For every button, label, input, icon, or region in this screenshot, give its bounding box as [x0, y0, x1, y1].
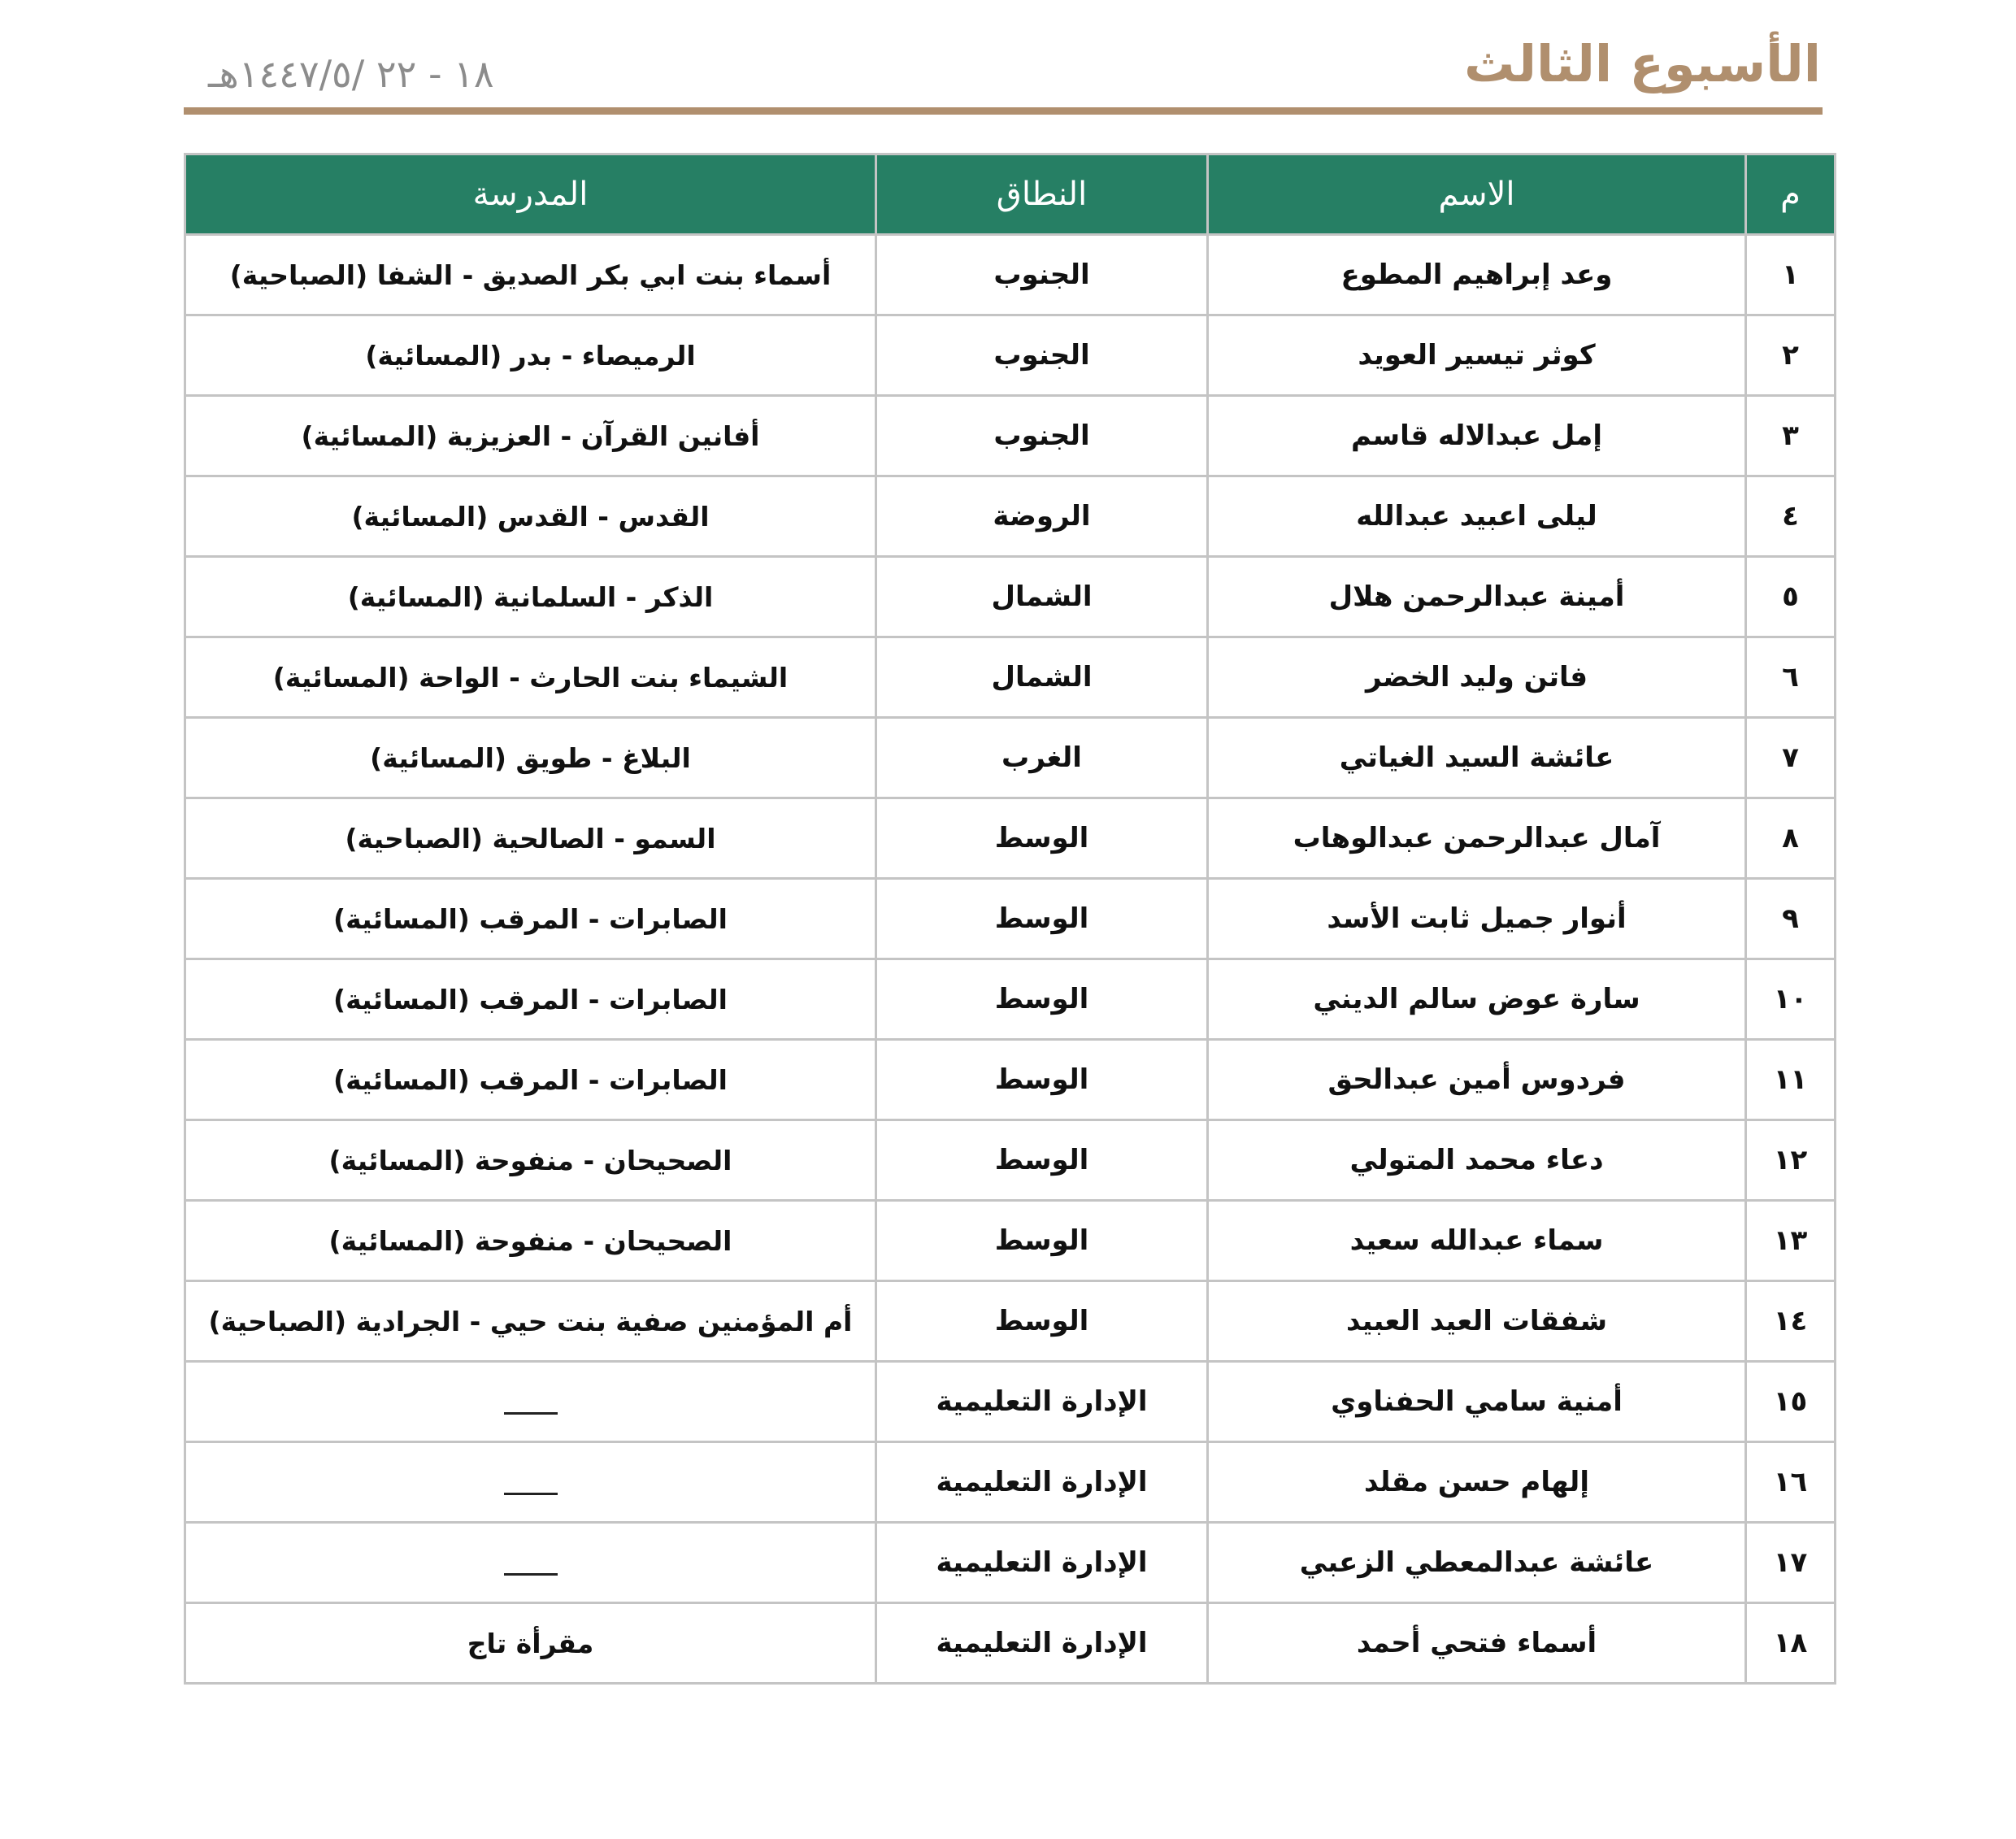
table-row — [185, 1201, 1836, 1281]
cell-school: أفانين القرآن - العزيزية (المسائية) — [185, 396, 876, 476]
table-row — [185, 718, 1836, 798]
table-row — [185, 1362, 1836, 1442]
cell-region: الإدارة التعليمية — [876, 1362, 1208, 1442]
cell-school: أم المؤمنين صفية بنت حيي - الجرادية (الصباحية) — [185, 1281, 876, 1362]
cell-number: ٩ — [1746, 879, 1836, 959]
cell-number: ١٣ — [1746, 1201, 1836, 1281]
table-row — [185, 1603, 1836, 1684]
cell-number: ٨ — [1746, 798, 1836, 879]
table-row — [185, 1281, 1836, 1362]
cell-number: ١٦ — [1746, 1442, 1836, 1523]
cell-number: ١٧ — [1746, 1523, 1836, 1603]
cell-name: أمنية سامي الحفناوي — [1208, 1362, 1746, 1442]
roster-table — [184, 153, 1836, 1685]
cell-number: ١٨ — [1746, 1603, 1836, 1684]
cell-name: أنوار جميل ثابت الأسد — [1208, 879, 1746, 959]
cell-name: فاتن وليد الخضر — [1208, 637, 1746, 718]
cell-name: آمال عبدالرحمن عبدالوهاب — [1208, 798, 1746, 879]
table-row — [185, 476, 1836, 557]
cell-school: القدس - القدس (المسائية) — [185, 476, 876, 557]
cell-region: الجنوب — [876, 396, 1208, 476]
table-row — [185, 798, 1836, 879]
table-row — [185, 315, 1836, 396]
cell-school: الصابرات - المرقب (المسائية) — [185, 879, 876, 959]
cell-number: ١٥ — [1746, 1362, 1836, 1442]
column-header-school: المدرسة — [185, 154, 876, 235]
cell-number: ٧ — [1746, 718, 1836, 798]
table-header-row — [185, 154, 1836, 235]
cell-region: الشمال — [876, 557, 1208, 637]
column-header-num: م — [1746, 154, 1836, 235]
table-body — [185, 235, 1836, 1684]
cell-name: وعد إبراهيم المطوع — [1208, 235, 1746, 315]
cell-region: الجنوب — [876, 315, 1208, 396]
cell-name: كوثر تيسير العويد — [1208, 315, 1746, 396]
cell-school — [185, 1362, 876, 1442]
cell-region: الإدارة التعليمية — [876, 1442, 1208, 1523]
cell-school: السمو - الصالحية (الصباحية) — [185, 798, 876, 879]
cell-number: ١٢ — [1746, 1120, 1836, 1201]
cell-name: إمل عبدالاله قاسم — [1208, 396, 1746, 476]
cell-number: ٢ — [1746, 315, 1836, 396]
cell-school: أسماء بنت ابي بكر الصديق - الشفا (الصباحية) — [185, 235, 876, 315]
cell-name: دعاء محمد المتولي — [1208, 1120, 1746, 1201]
cell-region: الوسط — [876, 1201, 1208, 1281]
table-row — [185, 557, 1836, 637]
cell-number: ٥ — [1746, 557, 1836, 637]
cell-region: الإدارة التعليمية — [876, 1603, 1208, 1684]
cell-school: الصابرات - المرقب (المسائية) — [185, 1040, 876, 1120]
cell-school: الصحيحان - منفوحة (المسائية) — [185, 1201, 876, 1281]
table-row — [185, 879, 1836, 959]
cell-name: فردوس أمين عبدالحق — [1208, 1040, 1746, 1120]
empty-dash — [504, 1573, 558, 1576]
table-row — [185, 1120, 1836, 1201]
cell-region: الجنوب — [876, 235, 1208, 315]
cell-number: ١٠ — [1746, 959, 1836, 1040]
table-row — [185, 637, 1836, 718]
cell-name: إلهام حسن مقلد — [1208, 1442, 1746, 1523]
table-row — [185, 1040, 1836, 1120]
table-row — [185, 235, 1836, 315]
cell-region: الغرب — [876, 718, 1208, 798]
cell-region: الإدارة التعليمية — [876, 1523, 1208, 1603]
cell-region: الشمال — [876, 637, 1208, 718]
empty-dash — [504, 1493, 558, 1495]
cell-number: ٦ — [1746, 637, 1836, 718]
cell-name: سارة عوض سالم الديني — [1208, 959, 1746, 1040]
column-header-region: النطاق — [876, 154, 1208, 235]
cell-school: الذكر - السلمانية (المسائية) — [185, 557, 876, 637]
cell-school: الصابرات - المرقب (المسائية) — [185, 959, 876, 1040]
cell-school: مقرأة تاج — [185, 1603, 876, 1684]
cell-school — [185, 1442, 876, 1523]
cell-number: ١ — [1746, 235, 1836, 315]
cell-number: ٤ — [1746, 476, 1836, 557]
cell-region: الوسط — [876, 1040, 1208, 1120]
table-row — [185, 1442, 1836, 1523]
cell-region: الوسط — [876, 1281, 1208, 1362]
cell-school: البلاغ - طويق (المسائية) — [185, 718, 876, 798]
cell-number: ٣ — [1746, 396, 1836, 476]
cell-number: ١١ — [1746, 1040, 1836, 1120]
cell-name: أسماء فتحي أحمد — [1208, 1603, 1746, 1684]
cell-name: عائشة عبدالمعطي الزعبي — [1208, 1523, 1746, 1603]
cell-name: أمينة عبدالرحمن هلال — [1208, 557, 1746, 637]
table-row — [185, 1523, 1836, 1603]
empty-dash — [504, 1412, 558, 1415]
cell-school — [185, 1523, 876, 1603]
cell-region: الوسط — [876, 1120, 1208, 1201]
cell-name: شفقات العيد العبيد — [1208, 1281, 1746, 1362]
cell-name: عائشة السيد الغياتي — [1208, 718, 1746, 798]
cell-number: ١٤ — [1746, 1281, 1836, 1362]
cell-school: الشيماء بنت الحارث - الواحة (المسائية) — [185, 637, 876, 718]
table-row — [185, 959, 1836, 1040]
cell-name: ليلى اعبيد عبدالله — [1208, 476, 1746, 557]
cell-region: الوسط — [876, 798, 1208, 879]
header-divider — [184, 107, 1823, 115]
cell-region: الوسط — [876, 879, 1208, 959]
cell-region: الروضة — [876, 476, 1208, 557]
cell-school: الصحيحان - منفوحة (المسائية) — [185, 1120, 876, 1201]
cell-region: الوسط — [876, 959, 1208, 1040]
date-range: ١٨ - ٢٢ /١٤٤٧/٥هـ — [208, 52, 494, 96]
column-header-name: الاسم — [1208, 154, 1746, 235]
page-title: الأسبوع الثالث — [1464, 34, 1821, 93]
cell-school: الرميصاء - بدر (المسائية) — [185, 315, 876, 396]
cell-name: سماء عبدالله سعيد — [1208, 1201, 1746, 1281]
table-row — [185, 396, 1836, 476]
